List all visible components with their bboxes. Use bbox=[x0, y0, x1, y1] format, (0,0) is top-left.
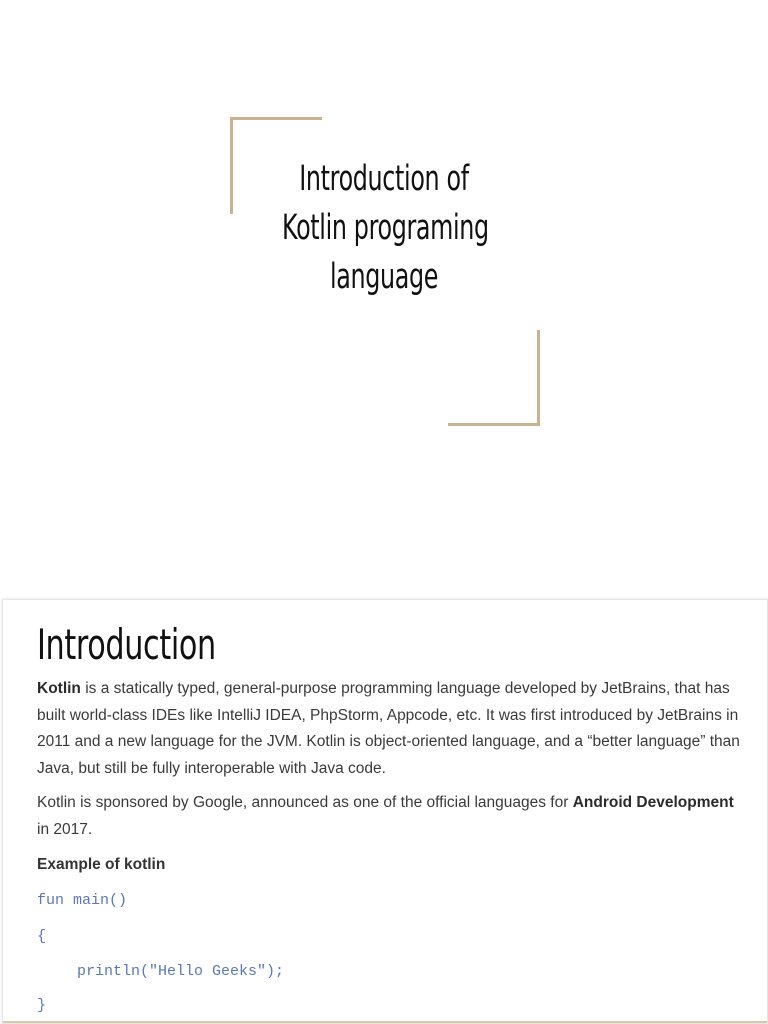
code-line-3: println("Hello Geeks"); bbox=[77, 963, 285, 980]
title-line-2: Kotlin programing bbox=[282, 208, 489, 248]
content-heading: Introduction bbox=[37, 620, 216, 669]
code-line-2: { bbox=[37, 928, 47, 945]
slide-bottom-rule bbox=[3, 1021, 767, 1023]
intro-paragraph-text: is a statically typed, general-purpose programming language developed by JetBrains, that has built world-class IDEs like IntelliJ IDEA, PhpStorm, Appcode, etc. It was first introduced by JetBrains in 2011 and a new language for the JVM. Kotlin is object-oriented language, and a “better language” than Java, but still be fully interoperable with Java code. bbox=[37, 680, 740, 777]
kotlin-lead-term: Kotlin bbox=[37, 680, 81, 697]
slide-title bbox=[282, 155, 489, 302]
content-slide bbox=[2, 599, 768, 1024]
title-line-1: Introduction of bbox=[299, 159, 469, 199]
code-line-1: fun main() bbox=[37, 892, 128, 909]
intro-paragraph bbox=[37, 676, 742, 782]
sponsor-text-after: in 2017. bbox=[37, 820, 93, 838]
android-development-term: Android Development bbox=[572, 794, 734, 811]
corner-bracket-top-left-horizontal bbox=[230, 117, 322, 120]
sponsor-text-before: Kotlin is sponsored by Google, announced as one of the official languages for bbox=[37, 794, 573, 811]
example-heading: Example of kotlin bbox=[37, 856, 166, 873]
code-line-4: } bbox=[37, 997, 47, 1014]
sponsor-paragraph bbox=[37, 790, 742, 843]
corner-bracket-top-left-vertical bbox=[230, 117, 233, 214]
corner-bracket-bottom-right-horizontal bbox=[448, 423, 540, 426]
corner-bracket-bottom-right-vertical bbox=[537, 330, 540, 426]
title-line-3: language bbox=[329, 257, 439, 297]
